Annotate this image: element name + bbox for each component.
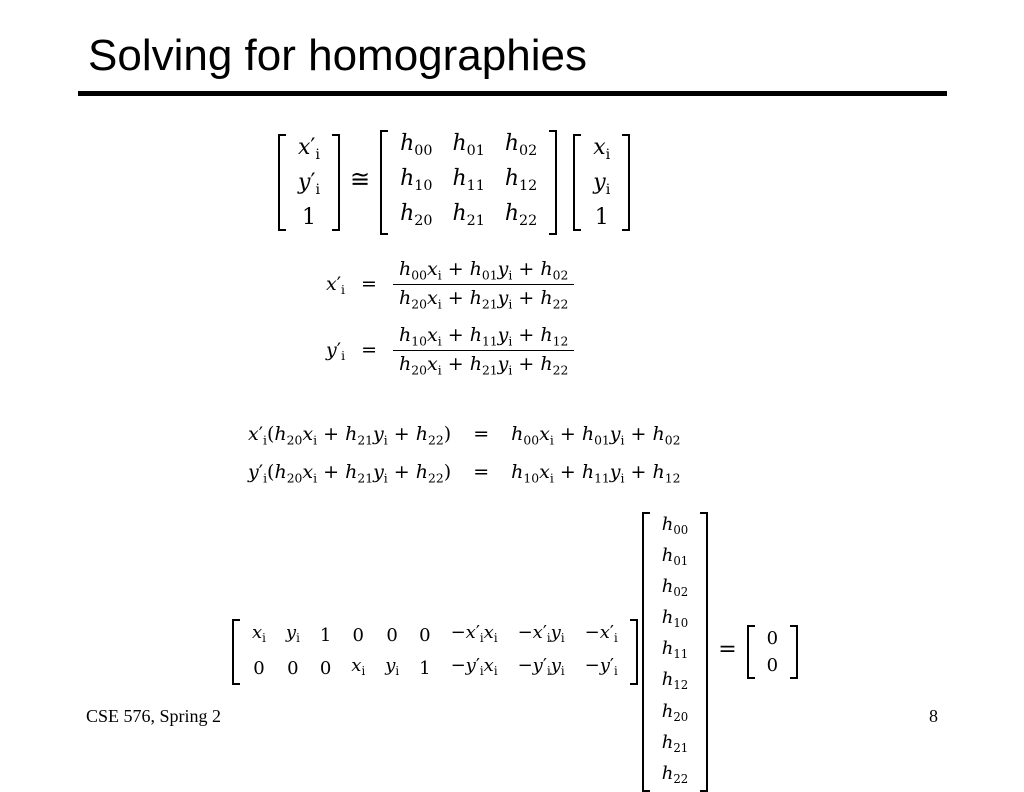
equation-linear-system: $x_i$ $y_i$ 1 0 0 0 $-x'_ix_i$ $-x'_iy_i$ $-x'_i$ 0 0 0 $x_i$ $y_i$ 1 $-y'_ix_i$ $-y'_iy_i$ $-y'_i$ $h_{00}$ $h_{01}$ $h_{02}$ $h_{10}$ $h_{11}$ $h_{12}$ $h_{20}$ $h_{21}$ $h_{22}$ = 0 0 bbox=[232, 512, 798, 792]
equation-homography-matrix bbox=[278, 130, 630, 235]
matrix-A: $x_i$ $y_i$ 1 0 0 0 $-x'_ix_i$ $-x'_iy_i$ $-x'_i$ 0 0 0 $x_i$ $y_i$ 1 $-y'_ix_i$ $-y'_iy_i$ $-y'_i$ bbox=[232, 619, 638, 685]
equation-cross-multiplied bbox=[248, 418, 680, 495]
equation-xprime-fraction: $x'_i$ = $\frac{h_{00}x_i + h_{01}y_i + h_{02}}{h_{20}x_i + h_{21}y_i + h_{22}}$ bbox=[326, 258, 574, 312]
title-rule bbox=[78, 91, 947, 96]
matrix-h: $h_{00}$ $h_{01}$ $h_{02}$ $h_{10}$ $h_{11}$ $h_{12}$ $h_{20}$ $h_{21}$ $h_{22}$ bbox=[380, 130, 557, 235]
equation-row-x: $x'_i(h_{20}x_i + h_{21}y_i + h_{22}) = h_{00}x_i + h_{01}y_i + h_{02}$ bbox=[248, 423, 681, 448]
page-number: 8 bbox=[929, 706, 938, 726]
equation-yprime-fraction: $y'_i$ = $\frac{h_{10}x_i + h_{11}y_i + h_{12}}{h_{20}x_i + h_{21}y_i + h_{22}}$ bbox=[326, 324, 574, 378]
matrix-zero: 0 0 bbox=[747, 625, 798, 679]
equation-row-y: $y'_i(h_{20}x_i + h_{21}y_i + h_{22}) = h_{10}x_i + h_{11}y_i + h_{12}$ bbox=[248, 461, 681, 486]
matrix-xprime: $x'_i$ $y'_i$ 1 bbox=[278, 134, 340, 231]
matrix-x: $x_i$ $y_i$ 1 bbox=[573, 134, 630, 231]
slide-title: Solving for homographies bbox=[88, 31, 587, 80]
footer-course: CSE 576, Spring 2 bbox=[86, 706, 222, 726]
congruent-symbol: ≅ bbox=[350, 165, 371, 193]
matrix-h-vector: $h_{00}$ $h_{01}$ $h_{02}$ $h_{10}$ $h_{11}$ $h_{12}$ $h_{20}$ $h_{21}$ $h_{22}$ bbox=[642, 512, 708, 792]
